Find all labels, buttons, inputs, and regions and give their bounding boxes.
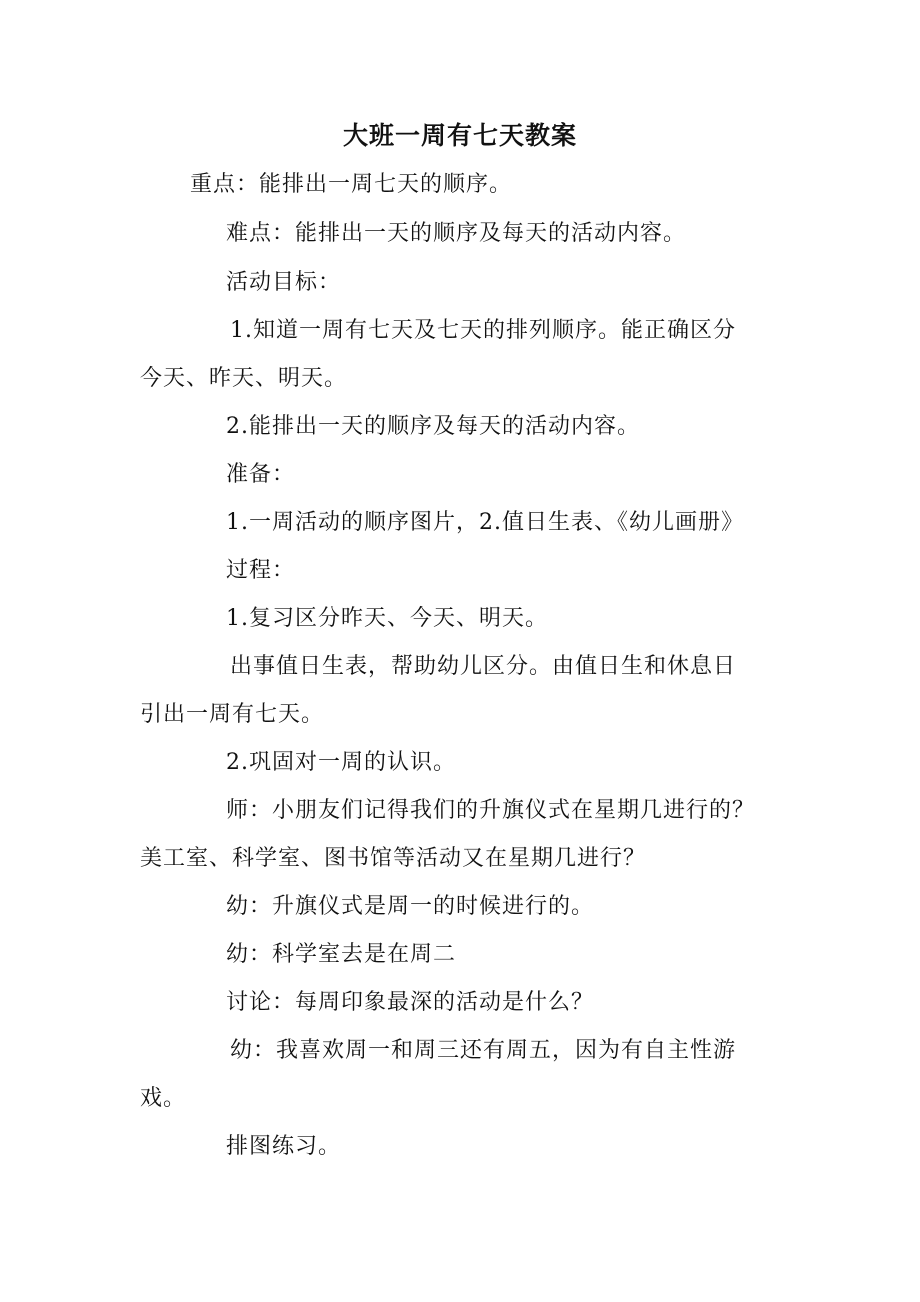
text-line-discussion: 讨论：每周印象最深的活动是什么？ [226, 990, 595, 1015]
text-line-child-answer-3-cont: 戏。 [140, 1086, 187, 1111]
document-title: 大班一周有七天教案 [342, 121, 577, 150]
text-line-goal-1: 1.知道一周有七天及七天的排列顺序。能正确区分 [230, 318, 736, 343]
text-line-goal-1-cont: 今天、昨天、明天。 [140, 366, 348, 391]
text-line-key-point: 重点：能排出一周七天的顺序。 [190, 172, 513, 197]
text-line-child-answer-2: 幼：科学室去是在周二 [226, 942, 457, 967]
text-line-step-1-detail-cont: 引出一周有七天。 [140, 702, 325, 727]
text-line-goal-2: 2.能排出一天的顺序及每天的活动内容。 [226, 414, 640, 439]
text-line-step-1: 1.复习区分昨天、今天、明天。 [226, 606, 548, 631]
text-line-prep-heading: 准备： [226, 462, 296, 487]
text-line-step-2: 2.巩固对一周的认识。 [226, 750, 456, 775]
text-line-teacher-question: 师：小朋友们记得我们的升旗仪式在星期几进行的？ [226, 798, 756, 823]
text-line-difficulty: 难点：能排出一天的顺序及每天的活动内容。 [226, 221, 687, 246]
text-line-sorting-practice: 排图练习。 [226, 1134, 342, 1159]
text-line-prep-items: 1.一周活动的顺序图片，2.值日生表、《幼儿画册》 [226, 510, 744, 535]
text-line-teacher-question-cont: 美工室、科学室、图书馆等活动又在星期几进行？ [140, 846, 647, 871]
text-line-process-heading: 过程： [226, 558, 296, 583]
text-line-child-answer-3: 幼：我喜欢周一和周三还有周五，因为有自主性游 [230, 1038, 737, 1063]
text-line-child-answer-1: 幼：升旗仪式是周一的时候进行的。 [226, 894, 595, 919]
text-line-step-1-detail: 出事值日生表，帮助幼儿区分。由值日生和休息日 [230, 654, 737, 679]
text-line-goals-heading: 活动目标： [226, 270, 342, 295]
